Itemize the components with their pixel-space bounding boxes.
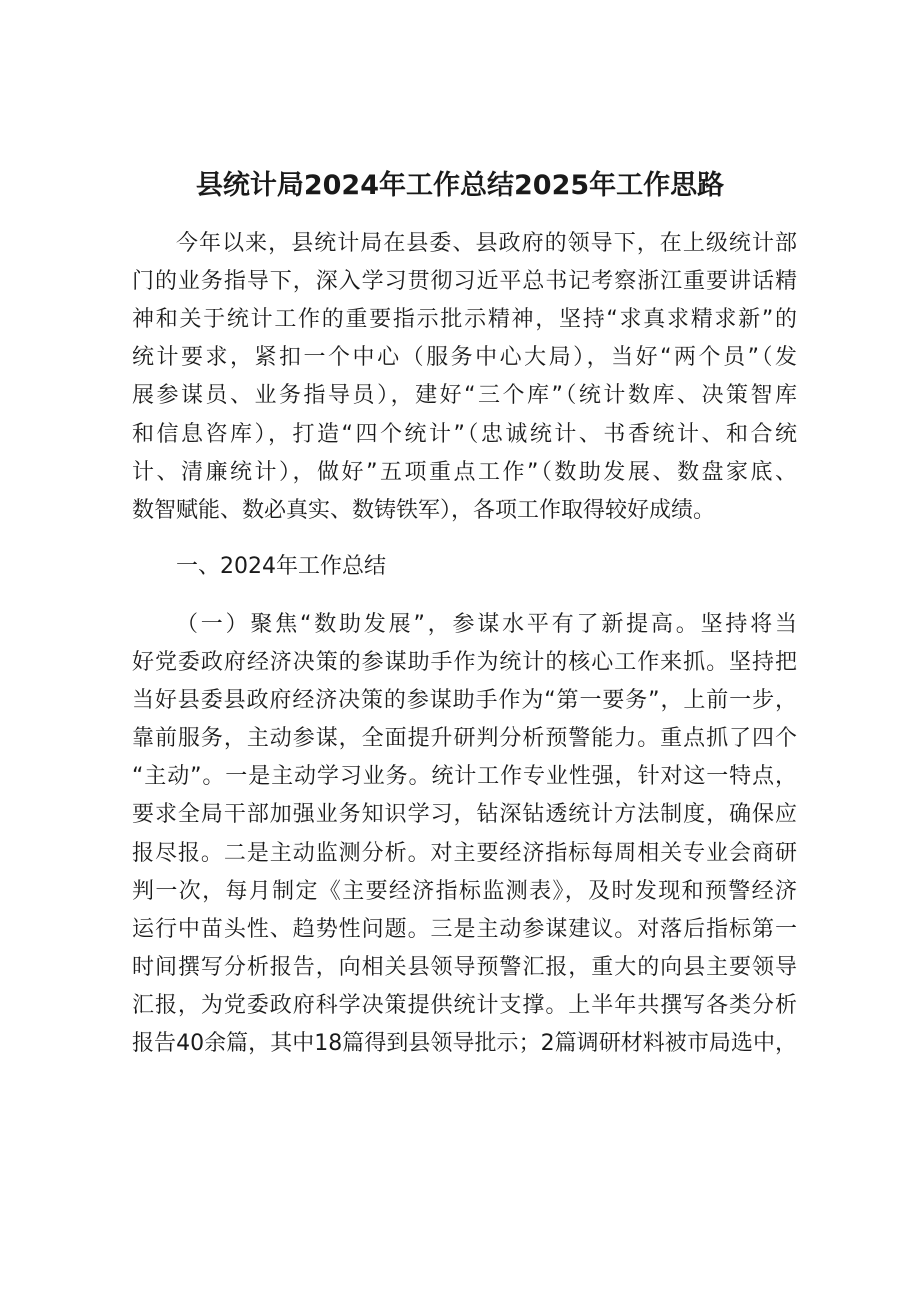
intro-line: 门的业务指导下，深入学习贯彻习近平总书记考察浙江重要讲话精 bbox=[132, 269, 797, 294]
subsection-line: “主动”。一是主动学习业务。统计工作专业性强，针对这一特点， bbox=[132, 764, 797, 789]
document-title: 县统计局2024年工作总结2025年工作思路 bbox=[195, 170, 725, 201]
intro-line: 统计要求，紧扣一个中心（服务中心大局），当好“两个员”（发 bbox=[132, 345, 797, 370]
subsection-line: 要求全局干部加强业务知识学习，钻深钻透统计方法制度，确保应 bbox=[132, 802, 797, 827]
intro-line: 计、清廉统计），做好”五项重点工作”（数助发展、数盘家底、 bbox=[132, 460, 797, 485]
subsection-line: 运行中苗头性、趋势性问题。三是主动参谋建议。对落后指标第一 bbox=[132, 917, 797, 942]
subsection-line: 时间撰写分析报告，向相关县领导预警汇报，重大的向县主要领导 bbox=[132, 955, 797, 980]
subsection-line: 好党委政府经济决策的参谋助手作为统计的核心工作来抓。坚持把 bbox=[132, 650, 797, 675]
subsection-line: （一）聚焦“数助发展”，参谋水平有了新提高。坚持将当 bbox=[176, 612, 797, 637]
intro-line: 神和关于统计工作的重要指示批示精神，坚持“求真求精求新”的 bbox=[132, 307, 797, 332]
subsection-line: 报尽报。二是主动监测分析。对主要经济指标每周相关专业会商研 bbox=[132, 841, 797, 866]
intro-line: 今年以来，县统计局在县委、县政府的领导下，在上级统计部 bbox=[176, 231, 797, 256]
intro-line: 数智赋能、数必真实、数铸铁军），各项工作取得较好成绩。 bbox=[132, 498, 716, 523]
subsection-line: 当好县委县政府经济决策的参谋助手作为“第一要务”，上前一步， bbox=[132, 688, 797, 713]
section-heading: 一、2024年工作总结 bbox=[176, 554, 386, 579]
subsection-line: 判一次，每月制定《主要经济指标监测表》，及时发现和预警经济 bbox=[132, 879, 797, 904]
subsection-line: 报告40余篇，其中18篇得到县领导批示；2篇调研材料被市局选中， bbox=[132, 1031, 797, 1056]
intro-line: 和信息咨库），打造“四个统计”（忠诚统计、书香统计、和合统 bbox=[132, 422, 797, 447]
subsection-line: 汇报，为党委政府科学决策提供统计支撑。上半年共撰写各类分析 bbox=[132, 993, 797, 1018]
subsection-line: 靠前服务，主动参谋，全面提升研判分析预警能力。重点抓了四个 bbox=[132, 726, 797, 751]
intro-line: 展参谋员、业务指导员），建好“三个库”（统计数库、决策智库 bbox=[132, 383, 797, 408]
